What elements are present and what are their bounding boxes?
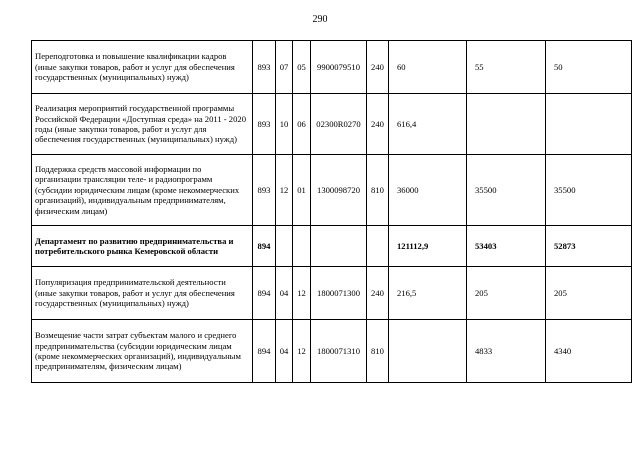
expense-type-code: 240 <box>367 267 389 320</box>
department-code: 894 <box>253 226 276 267</box>
subsection-code: 12 <box>293 267 311 320</box>
target-article-code <box>311 226 367 267</box>
target-article-code: 1800071310 <box>311 320 367 383</box>
section-code: 12 <box>276 155 293 226</box>
amount-year-3: 4340 <box>546 320 632 383</box>
amount-year-3: 35500 <box>546 155 632 226</box>
subsection-code: 05 <box>293 41 311 94</box>
department-code: 893 <box>253 41 276 94</box>
table-row <box>32 155 632 226</box>
expense-type-code: 240 <box>367 41 389 94</box>
amount-year-3 <box>546 94 632 155</box>
amount-year-2: 205 <box>467 267 546 320</box>
department-code: 893 <box>253 155 276 226</box>
budget-table <box>31 40 632 383</box>
amount-year-1: 36000 <box>389 155 467 226</box>
department-code: 893 <box>253 94 276 155</box>
section-code: 04 <box>276 320 293 383</box>
amount-year-1: 216,5 <box>389 267 467 320</box>
table-row <box>32 267 632 320</box>
table-row <box>32 320 632 383</box>
amount-year-2 <box>467 94 546 155</box>
subsection-code <box>293 226 311 267</box>
amount-year-2: 4833 <box>467 320 546 383</box>
table-row <box>32 94 632 155</box>
expense-type-code: 240 <box>367 94 389 155</box>
subsection-code: 12 <box>293 320 311 383</box>
target-article-code: 1800071300 <box>311 267 367 320</box>
row-name: Возмещение части затрат субъектам малого и среднего предпринимательства (субсидии юридическим лицам (кроме некоммерческих организаций), индивидуальным предпринимателям, физическим лицам) <box>32 320 253 383</box>
department-code: 894 <box>253 267 276 320</box>
amount-year-1: 60 <box>389 41 467 94</box>
amount-year-3: 205 <box>546 267 632 320</box>
target-article-code: 02300R0270 <box>311 94 367 155</box>
amount-year-2: 35500 <box>467 155 546 226</box>
table-row <box>32 41 632 94</box>
amount-year-1 <box>389 320 467 383</box>
amount-year-2: 53403 <box>467 226 546 267</box>
amount-year-3: 50 <box>546 41 632 94</box>
amount-year-3: 52873 <box>546 226 632 267</box>
department-code: 894 <box>253 320 276 383</box>
section-code: 07 <box>276 41 293 94</box>
amount-year-1: 121112,9 <box>389 226 467 267</box>
table-row-department <box>32 226 632 267</box>
amount-year-2: 55 <box>467 41 546 94</box>
expense-type-code: 810 <box>367 320 389 383</box>
target-article-code: 1300098720 <box>311 155 367 226</box>
row-name: Переподготовка и повышение квалификации кадров (иные закупки товаров, работ и услуг для обеспечения государственных (муниципальных) нужд) <box>32 41 253 94</box>
section-code <box>276 226 293 267</box>
row-name: Популяризация предпринимательской деятельности (иные закупки товаров, работ и услуг для обеспечения государственных (муниципальных) нужд) <box>32 267 253 320</box>
row-name: Реализация мероприятий государственной программы Российской Федерации «Доступная среда» на 2011 - 2020 годы (иные закупки товаров, работ и услуг для обеспечения государственных (муниципальных) нужд) <box>32 94 253 155</box>
expense-type-code: 810 <box>367 155 389 226</box>
section-code: 04 <box>276 267 293 320</box>
row-name: Поддержка средств массовой информации по организации трансляции теле- и радиопрограмм (субсидии юридическим лицам (кроме некоммерческих организаций), индивидуальным предпринимателям, физическим лицам) <box>32 155 253 226</box>
subsection-code: 01 <box>293 155 311 226</box>
page-number: 290 <box>312 14 328 25</box>
amount-year-1: 616,4 <box>389 94 467 155</box>
subsection-code: 06 <box>293 94 311 155</box>
target-article-code: 9900079510 <box>311 41 367 94</box>
section-code: 10 <box>276 94 293 155</box>
expense-type-code <box>367 226 389 267</box>
row-name: Департамент по развитию предпринимательства и потребительского рынка Кемеровской области <box>32 226 253 267</box>
